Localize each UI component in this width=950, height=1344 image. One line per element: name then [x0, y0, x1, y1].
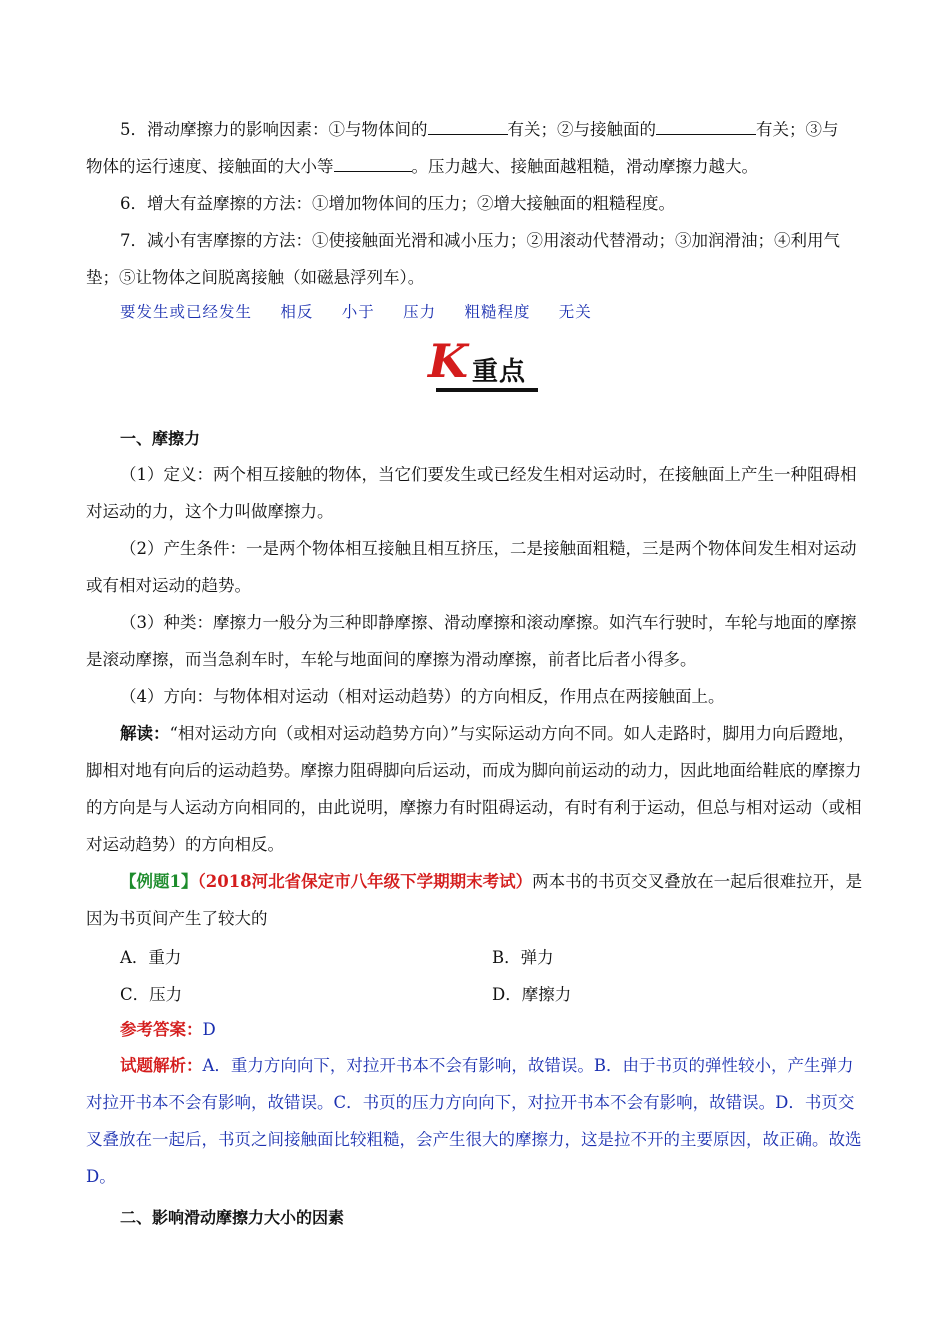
option-c: C．压力 — [120, 985, 183, 1004]
section-heading-factors: 二、影响滑动摩擦力大小的因素 — [120, 1208, 345, 1227]
fill-blank-2 — [656, 116, 756, 135]
answer-key-item: 相反 — [280, 303, 314, 321]
answer-key-item: 小于 — [341, 303, 375, 321]
example-question: 【例题1】（2018河北省保定市八年级下学期期末考试）两本书的书页交叉叠放在一起后很难拉开，是因为书页间产生了较大的 — [86, 872, 863, 928]
item-5: 5．滑动摩擦力的影响因素：①与物体间的 有关；②与接触面的 有关；③与 物体的运行速度、接触面的大小等 。压力越大、接触面越粗糙，滑动摩擦力越大。 — [86, 111, 866, 185]
section-heading-friction: 一、摩擦力 — [120, 429, 201, 448]
key-points-logo — [428, 334, 538, 394]
option-d: D．摩擦力 — [492, 985, 572, 1004]
conditions-paragraph: （2）产生条件：一是两个物体相互接触且相互挤压，二是接触面粗糙，三是两个物体间发生相对运动或有相对运动的趋势。 — [86, 539, 857, 595]
option-b: B．弹力 — [492, 948, 554, 967]
answer-key-item: 无关 — [558, 303, 592, 321]
interpretation-paragraph: 解读：“相对运动方向（或相对运动趋势方向）”与实际运动方向不同。如人走路时，脚用力向后蹬地，脚相对地有向后的运动趋势。摩擦力阻碍脚向后运动，而成为脚向前运动的动力，因此地面给鞋底的摩擦力的方向是与人运动方向相同的，由此说明，摩擦力有时阻碍运动，有时有利于运动，但总与相对运动（或相对运动趋势）的方向相反。 — [86, 724, 862, 854]
definition-paragraph: （1）定义：两个相互接触的物体，当它们要发生或已经发生相对运动时，在接触面上产生一种阻碍相对运动的力，这个力叫做摩擦力。 — [86, 465, 857, 521]
item-7: 7．减小有害摩擦的方法：①使接触面光滑和减小压力；②用滚动代替滑动；③加润滑油；④利用气 垫；⑤让物体之间脱离接触（如磁悬浮列车）。 — [86, 231, 840, 287]
answer-label: 参考答案： — [120, 1020, 203, 1039]
answer-value: D — [202, 1020, 216, 1039]
interpretation-label: 解读： — [120, 724, 170, 743]
analysis-paragraph: 试题解析：A．重力方向向下，对拉开书本不会有影响，故错误。B．由于书页的弹性较小，产生弹力对拉开书本不会有影响，故错误。C．书页的压力方向向下，对拉开书本不会有影响，故错误。D．书页交叉叠放在一起后，书页之间接触面比较粗糙，会产生很大的摩擦力，这是拉不开的主要原因，故正确。故选D。 — [86, 1056, 862, 1186]
fill-blank-1 — [428, 116, 508, 135]
example-label: 【例题1】 — [120, 872, 198, 891]
answer-key — [120, 300, 610, 322]
types-paragraph: （3）种类：摩擦力一般分为三种即静摩擦、滑动摩擦和滚动摩擦。如汽车行驶时，车轮与地面的摩擦是滚动摩擦，而当急刹车时，车轮与地面间的摩擦为滑动摩擦，前者比后者小得多。 — [86, 613, 857, 669]
reference-answer — [120, 1016, 216, 1040]
direction-paragraph: （4）方向：与物体相对运动（相对运动趋势）的方向相反，作用点在两接触面上。 — [120, 687, 725, 706]
logo-letter: K — [428, 334, 468, 388]
item-6: 6．增大有益摩擦的方法：①增加物体间的压力；②增大接触面的粗糙程度。 — [120, 194, 675, 213]
logo-underline — [436, 388, 538, 392]
option-a: A．重力 — [120, 948, 182, 967]
answer-key-item: 粗糙程度 — [464, 303, 531, 321]
answer-key-item: 压力 — [403, 303, 437, 321]
answer-key-item: 要发生或已经发生 — [120, 303, 253, 321]
analysis-label: 试题解析： — [120, 1056, 203, 1075]
fill-blank-3 — [334, 153, 412, 172]
example-source: （2018河北省保定市八年级下学期期末考试） — [197, 872, 533, 891]
logo-text: 重点 — [472, 357, 527, 387]
